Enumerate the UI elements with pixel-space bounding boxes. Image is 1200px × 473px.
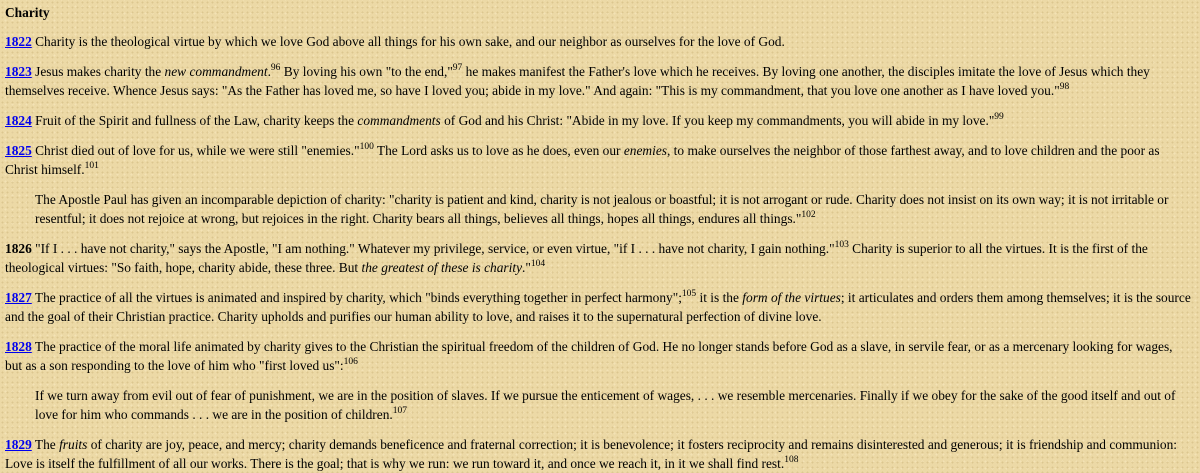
paragraph-1829 <box>5 435 1192 473</box>
text: Jesus makes charity the <box>31 64 165 79</box>
block-quote-1825 <box>35 190 1182 228</box>
emphasis: new commandment <box>164 64 268 79</box>
emphasis: commandments <box>357 113 441 128</box>
paragraph-1822 <box>5 32 1192 51</box>
block-quote-1828 <box>35 386 1182 424</box>
paragraph-link-1827[interactable]: 1827 <box>5 290 32 305</box>
text: Charity is superior to all the virtues. It is the first of the theological virtues: "So faith, hope, charity abide, these three. But <box>5 241 1148 275</box>
paragraph-1824 <box>5 111 1192 130</box>
text: of charity are joy, peace, and mercy; charity demands beneficence and fraternal correction; it is benevolence; it fosters reciprocity and remains disinterested and generous; it is friendship and communion: Love is itself the fulfillment of all our works. There is the goal; that is why we run: we run toward it, and once we reach it, in it we shall find rest. <box>5 437 1178 471</box>
footnote-ref: 108 <box>784 454 799 465</box>
footnote-ref: 98 <box>1059 81 1070 92</box>
footnote-ref: 102 <box>801 209 816 220</box>
section-heading: Charity <box>5 5 50 20</box>
text: The Lord asks us to love as he does, even our <box>373 143 624 158</box>
paragraph-1825 <box>5 141 1192 179</box>
text: By loving his own "to the end," <box>280 64 453 79</box>
paragraph-link-1825[interactable]: 1825 <box>5 143 32 158</box>
text: The practice of the moral life animated by charity gives to the Christian the spiritual freedom of the children of God. He no longer stands before God as a slave, in servile fear, or as a mercenary looking for wages, but as a son responding to the love of him who "first loved us": <box>5 339 1173 373</box>
footnote-ref: 96 <box>270 62 281 73</box>
text: If we turn away from evil out of fear of punishment, we are in the position of slaves. If we pursue the enticement of wages, . . . we resemble mercenaries. Finally if we obey for the sake of the good itself and out of love for him who commands . . . we are in the position of children. <box>35 388 1176 422</box>
text: Charity is the theological virtue by which we love God above all things for his own sake, and our neighbor as ourselves for the love of God. <box>31 34 785 49</box>
text: it is the <box>696 290 743 305</box>
footnote-ref: 101 <box>84 160 99 171</box>
footnote-ref: 103 <box>834 239 849 250</box>
paragraph-1828 <box>5 337 1192 375</box>
footnote-ref: 99 <box>994 111 1004 122</box>
footnote-ref: 104 <box>530 258 546 269</box>
text: ; it articulates and orders them among themselves; it is the source and the goal of their Christian practice. Charity upholds and purifies our human ability to love, and raises it to the supernatural perfection of divine love. <box>5 290 1191 324</box>
emphasis: the greatest of these is charity <box>361 260 523 275</box>
text: he makes manifest the Father's love which he receives. By loving one another, the disciples imitate the love of Jesus which they themselves receive. Whence Jesus says: "As the Father has loved me, so have I loved you; abide in my love." And again: "This is my commandment, that you love one another as I have loved you." <box>5 64 1150 98</box>
footnote-ref: 107 <box>392 405 407 416</box>
text: The <box>31 437 60 452</box>
footnote-ref: 97 <box>452 62 463 73</box>
text: of God and his Christ: "Abide in my love. If you keep my commandments, you will abide in my love." <box>440 113 995 128</box>
paragraph-1827 <box>5 288 1192 326</box>
text: , to make ourselves the neighbor of those farthest away, and to love children and the poor as Christ himself. <box>5 143 1160 177</box>
emphasis: enemies <box>623 143 667 158</box>
paragraph-link-1822[interactable]: 1822 <box>5 34 32 49</box>
text: The Apostle Paul has given an incomparable depiction of charity: "charity is patient and kind, charity is not jealous or boastful; it is not arrogant or rude. Charity does not insist on its own way; it is not irritable or resentful; it does not rejoice at wrong, but rejoices in the right. Charity bears all things, believes all things, hopes all things, endures all things." <box>35 192 1169 226</box>
paragraph-link-1824[interactable]: 1824 <box>5 113 32 128</box>
emphasis: form of the virtues <box>742 290 841 305</box>
footnote-ref: 105 <box>681 288 697 299</box>
emphasis: fruits <box>59 437 88 452</box>
paragraph-link-1829[interactable]: 1829 <box>5 437 32 452</box>
text: Christ died out of love for us, while we were still "enemies." <box>31 143 360 158</box>
text: . <box>267 64 271 79</box>
paragraph-number-1826: 1826 <box>5 241 32 256</box>
text: The practice of all the virtues is animated and inspired by charity, which "binds everything together in perfect harmony"; <box>31 290 682 305</box>
text: "If I . . . have not charity," says the Apostle, "I am nothing." Whatever my privilege, service, or even virtue, "if I . . . have not charity, I gain nothing." <box>31 241 835 256</box>
paragraph-link-1823[interactable]: 1823 <box>5 64 32 79</box>
footnote-ref: 100 <box>359 141 374 152</box>
text: ." <box>522 260 531 275</box>
paragraph-1823 <box>5 62 1192 100</box>
paragraph-1826 <box>5 239 1192 277</box>
footnote-ref: 106 <box>343 356 358 367</box>
paragraph-link-1828[interactable]: 1828 <box>5 339 32 354</box>
text: Fruit of the Spirit and fullness of the Law, charity keeps the <box>31 113 358 128</box>
